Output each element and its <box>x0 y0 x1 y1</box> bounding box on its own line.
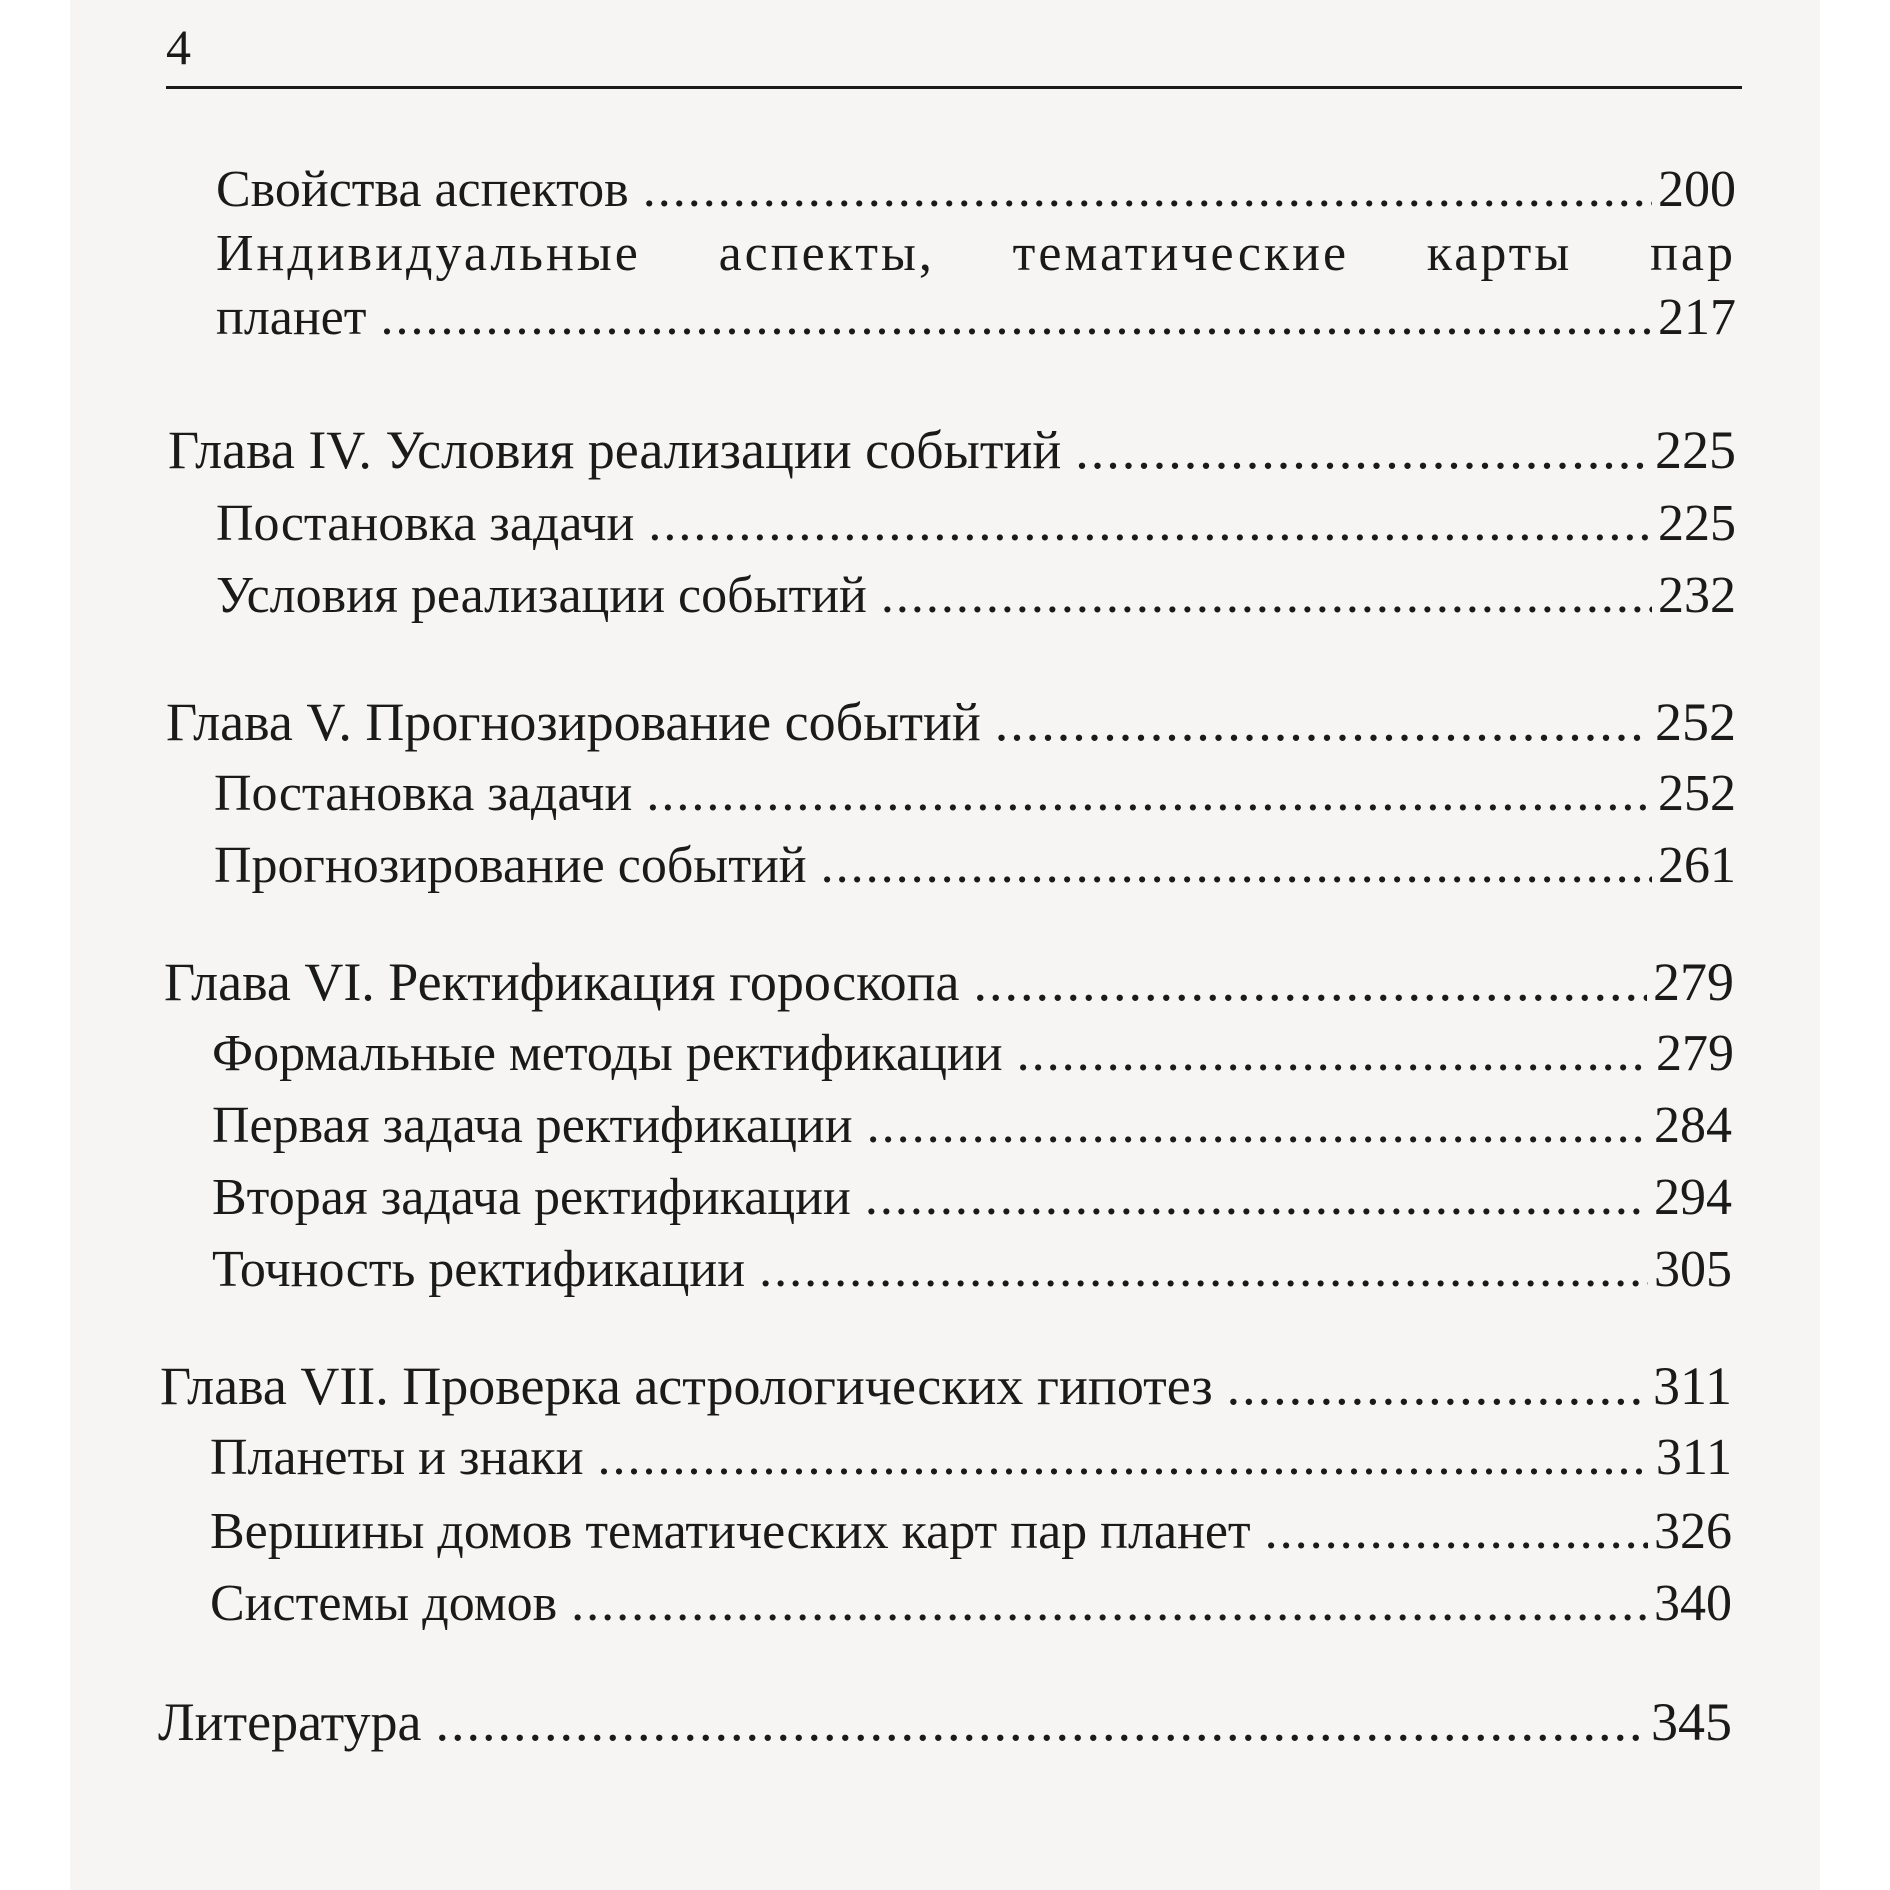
toc-entry-title: Планеты и знаки <box>210 1429 584 1486</box>
toc-entry <box>212 1096 1732 1156</box>
dot-leader <box>867 1096 1648 1156</box>
literature-title: Литература <box>158 1692 422 1752</box>
toc-entry-page: 284 <box>1654 1097 1732 1154</box>
dot-leader <box>974 952 1648 1012</box>
chapter-title: Глава VII. Проверка астрологических гипотез <box>160 1356 1213 1416</box>
book-page <box>70 0 1820 1890</box>
literature-page: 345 <box>1651 1692 1732 1752</box>
toc-entry <box>216 160 1736 220</box>
dot-leader <box>646 764 1652 824</box>
toc-entry-page: 340 <box>1654 1575 1732 1632</box>
chapter-entry <box>168 420 1736 480</box>
dot-leader <box>436 1692 1645 1752</box>
toc-entry-title: Прогнозирование событий <box>214 837 807 894</box>
toc-entry-page: 279 <box>1656 1025 1734 1082</box>
toc-entry-page: 200 <box>1658 161 1736 218</box>
toc-entry <box>210 1428 1732 1488</box>
chapter-page: 279 <box>1653 952 1734 1012</box>
chapter-page: 311 <box>1653 1356 1732 1416</box>
dot-leader <box>995 692 1649 752</box>
toc-entry <box>212 1240 1732 1300</box>
toc-entry-title: Системы домов <box>210 1575 558 1632</box>
toc-entry-title: Формальные методы ректификации <box>212 1025 1003 1082</box>
toc-entry-page: 252 <box>1658 765 1736 822</box>
toc-entry <box>212 1168 1732 1228</box>
toc-entry-title: Точность ректификации <box>212 1241 746 1298</box>
toc-entry-page: 261 <box>1658 837 1736 894</box>
dot-leader <box>598 1428 1650 1488</box>
literature-entry <box>158 1692 1732 1752</box>
toc-entry <box>216 566 1736 626</box>
dot-leader <box>1265 1502 1648 1562</box>
toc-entry-title: Свойства аспектов <box>216 161 629 218</box>
toc-entry-title: Вторая задача ректификации <box>212 1169 851 1226</box>
toc-entry <box>212 1024 1734 1084</box>
toc-entry <box>210 1574 1732 1634</box>
toc-entry <box>214 764 1736 824</box>
toc-entry-page: 305 <box>1654 1241 1732 1298</box>
chapter-title: Глава IV. Условия реализации событий <box>168 420 1062 480</box>
toc-entry-title: планет <box>216 289 367 346</box>
dot-leader <box>865 1168 1648 1228</box>
chapter-entry <box>164 952 1734 1012</box>
toc-entry-title: Постановка задачи <box>214 765 633 822</box>
chapter-entry <box>160 1356 1732 1416</box>
chapter-title: Глава VI. Ректификация гороскопа <box>164 952 960 1012</box>
toc-entry-page: 294 <box>1654 1169 1732 1226</box>
toc-entry-title: Условия реализации событий <box>216 567 867 624</box>
table-of-contents <box>70 0 1820 1890</box>
toc-entry-title: Постановка задачи <box>216 495 635 552</box>
chapter-entry <box>166 692 1736 752</box>
toc-entry-page: 326 <box>1654 1503 1732 1560</box>
chapter-page: 252 <box>1655 692 1736 752</box>
toc-entry <box>216 494 1736 554</box>
dot-leader <box>381 288 1653 348</box>
dot-leader <box>1075 420 1649 480</box>
chapter-title: Глава V. Прогнозирование событий <box>166 692 981 752</box>
toc-entry-page: 232 <box>1658 567 1736 624</box>
toc-entry <box>216 288 1736 348</box>
toc-entry-page: 217 <box>1658 289 1736 346</box>
dot-leader <box>1017 1024 1650 1084</box>
page-number: 4 <box>166 19 191 75</box>
dot-leader <box>881 566 1652 626</box>
dot-leader <box>648 494 1652 554</box>
dot-leader <box>1227 1356 1647 1416</box>
toc-entry-title: Первая задача ректификации <box>212 1097 853 1154</box>
toc-entry-page: 311 <box>1655 1429 1732 1486</box>
dot-leader <box>821 836 1652 896</box>
toc-entry <box>214 836 1736 896</box>
toc-entry-title-line: Индивидуальные аспекты, тематические карты пар <box>216 225 1736 282</box>
toc-entry-page: 225 <box>1658 495 1736 552</box>
toc-entry-title: Вершины домов тематических карт пар планет <box>210 1503 1251 1560</box>
chapter-page: 225 <box>1655 420 1736 480</box>
dot-leader <box>643 160 1652 220</box>
toc-entry <box>210 1502 1732 1562</box>
dot-leader <box>571 1574 1648 1634</box>
dot-leader <box>759 1240 1648 1300</box>
